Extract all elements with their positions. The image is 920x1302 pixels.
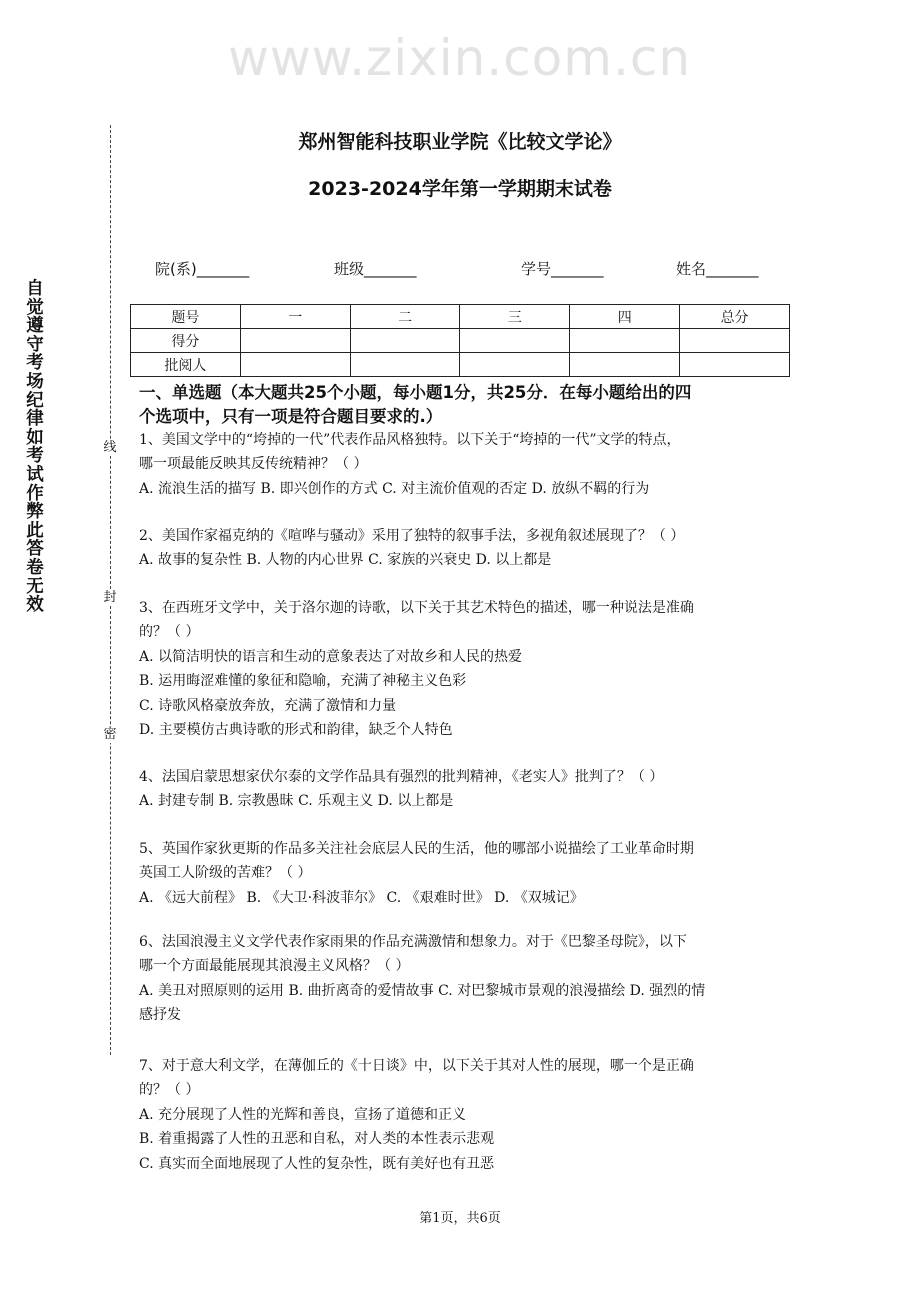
score-cell xyxy=(350,329,460,353)
watermark: www.zixin.com.cn xyxy=(228,29,692,87)
score-cell xyxy=(460,329,570,353)
student-id-field: 学号_______ xyxy=(521,260,604,278)
score-table-header xyxy=(131,305,790,329)
question-text-line: 5、英国作家狄更斯的作品多关注社会底层人民的生活，他的哪部小说描绘了工业革命时期 xyxy=(139,841,694,857)
score-row xyxy=(131,329,790,353)
question-option-line: A. 封建专制 B. 宗教愚昧 C. 乐观主义 D. 以上都是 xyxy=(139,793,454,810)
row-label: 得分 xyxy=(131,329,241,353)
grader-cell xyxy=(680,353,790,377)
question-text-line: 2、美国作家福克纳的《喧哗与骚动》采用了独特的叙事手法，多视角叙述展现了？（ ） xyxy=(139,528,685,544)
question-text-line: 英国工人阶级的苦难？（ ） xyxy=(139,865,312,882)
section-heading xyxy=(139,381,799,429)
score-cell xyxy=(570,329,680,353)
exam-subtitle: 2023-2024学年第一学期期末试卷 xyxy=(308,178,612,200)
header-cell: 一 xyxy=(240,305,350,329)
header-cell: 总分 xyxy=(680,305,790,329)
question-2 xyxy=(139,524,799,573)
question-text-line: 7、对于意大利文学，在薄伽丘的《十日谈》中，以下关于其对人性的展现，哪一个是正确 xyxy=(139,1058,694,1074)
grader-row xyxy=(131,353,790,377)
header-cell: 题号 xyxy=(131,305,241,329)
question-text-line: 6、法国浪漫主义文学代表作家雨果的作品充满激情和想象力。对于《巴黎圣母院》，以下 xyxy=(139,934,687,950)
question-option-line: C. 诗歌风格豪放奔放，充满了激情和力量 xyxy=(139,697,397,714)
exam-title: 郑州智能科技职业学院《比较文学论》 xyxy=(298,131,622,153)
question-option-line: B. 着重揭露了人性的丑恶和自私，对人类的本性表示悲观 xyxy=(139,1131,495,1148)
seal-mark-secret: 密 xyxy=(103,727,117,742)
grader-cell xyxy=(350,353,460,377)
question-text-line: 的？（ ） xyxy=(139,624,200,641)
department-field: 院(系)_______ xyxy=(155,260,250,278)
exam-discipline-notice: 自觉遵守考场纪律如考试作弊此答卷无效 xyxy=(26,279,44,616)
question-option-line: A. 《远大前程》 B. 《大卫·科波菲尔》 C. 《艰难时世》 D. 《双城记》 xyxy=(139,889,584,906)
row-label: 批阅人 xyxy=(131,353,241,377)
question-3 xyxy=(139,596,799,742)
score-cell xyxy=(680,329,790,353)
question-option-line: D. 主要模仿古典诗歌的形式和韵律，缺乏个人特色 xyxy=(139,721,453,738)
header-cell: 四 xyxy=(570,305,680,329)
section-heading-line: 个选项中，只有一项是符合题目要求的.） xyxy=(139,407,443,426)
question-text-line: 哪一个方面最能展现其浪漫主义风格？（ ） xyxy=(139,958,410,975)
name-field: 姓名_______ xyxy=(676,260,759,278)
question-5 xyxy=(139,837,799,910)
class-field: 班级_______ xyxy=(334,260,417,278)
header-cell: 三 xyxy=(460,305,570,329)
question-text-line: 感抒发 xyxy=(139,1007,181,1024)
question-option-line: A. 流浪生活的描写 B. 即兴创作的方式 C. 对主流价值观的否定 D. 放纵不羁的行为 xyxy=(139,480,650,497)
question-text-line: 的？（ ） xyxy=(139,1082,200,1099)
question-4 xyxy=(139,765,799,814)
question-text-line: 哪一项最能反映其反传统精神？（ ） xyxy=(139,456,368,473)
score-cell xyxy=(240,329,350,353)
score-table xyxy=(130,304,790,377)
question-option-line: B. 运用晦涩难懂的象征和隐喻，充满了神秘主义色彩 xyxy=(139,673,467,690)
question-option-line: A. 美丑对照原则的运用 B. 曲折离奇的爱情故事 C. 对巴黎城市景观的浪漫描绘 D. 强烈的情 xyxy=(139,982,706,999)
seal-mark-line: 线 xyxy=(103,440,117,455)
question-6 xyxy=(139,930,799,1028)
header-cell: 二 xyxy=(350,305,460,329)
question-text-line: 3、在西班牙文学中，关于洛尔迦的诗歌，以下关于其艺术特色的描述，哪一种说法是准确 xyxy=(139,600,694,616)
question-7 xyxy=(139,1054,799,1176)
question-option-line: A. 以简洁明快的语言和生动的意象表达了对故乡和人民的热爱 xyxy=(139,648,523,665)
seal-mark-seal: 封 xyxy=(103,590,117,605)
question-option-line: A. 充分展现了人性的光辉和善良，宣扬了道德和正义 xyxy=(139,1106,467,1123)
page-footer: 第1页，共6页 xyxy=(419,1211,501,1226)
section-heading-line: 一、单选题（本大题共25个小题，每小题1分，共25分．在每小题给出的四 xyxy=(139,383,692,402)
grader-cell xyxy=(460,353,570,377)
question-text-line: 4、法国启蒙思想家伏尔泰的文学作品具有强烈的批判精神，《老实人》批判了？（ ） xyxy=(139,769,664,785)
question-option-line: C. 真实而全面地展现了人性的复杂性，既有美好也有丑恶 xyxy=(139,1155,495,1172)
grader-cell xyxy=(240,353,350,377)
question-option-line: A. 故事的复杂性 B. 人物的内心世界 C. 家族的兴衰史 D. 以上都是 xyxy=(139,552,552,569)
question-text-line: 1、美国文学中的“垮掉的一代”代表作品风格独特。以下关于“垮掉的一代”文学的特点， xyxy=(139,432,681,448)
grader-cell xyxy=(570,353,680,377)
question-1 xyxy=(139,428,799,501)
